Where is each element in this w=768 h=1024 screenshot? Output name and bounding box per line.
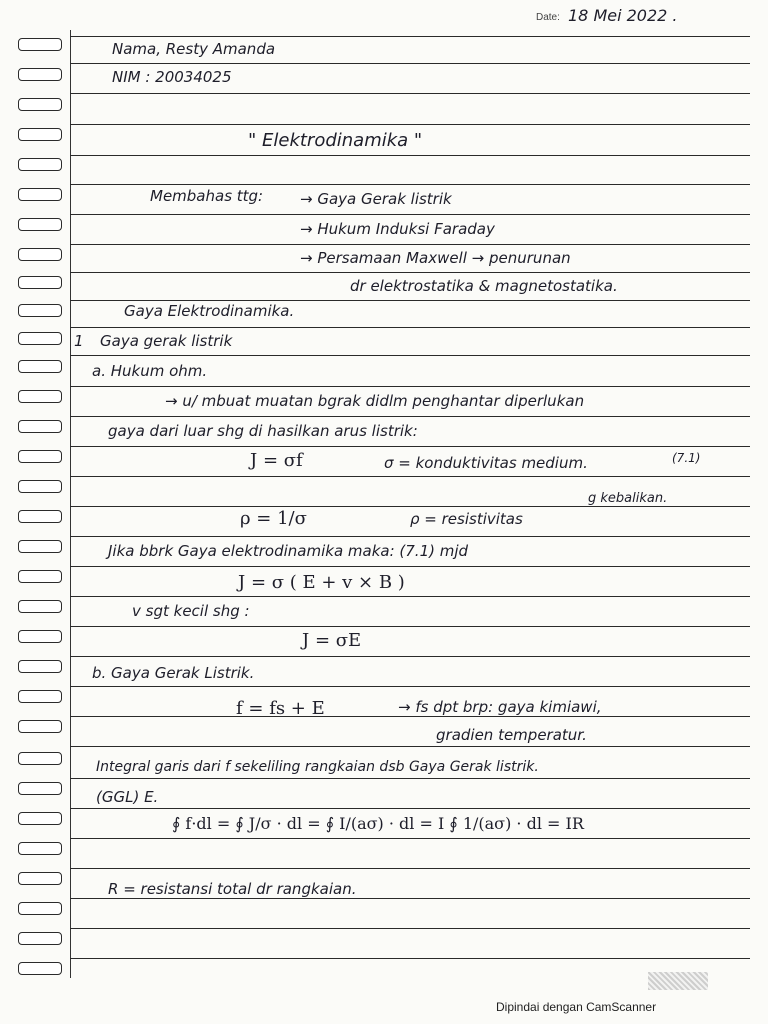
- note-line: v sgt kecil shg :: [132, 602, 250, 620]
- binder-ring: [18, 38, 62, 51]
- equation-description: ρ = resistivitas: [410, 510, 523, 528]
- binder-ring: [18, 304, 62, 317]
- ruled-line: [70, 626, 750, 627]
- binder-ring: [18, 128, 62, 141]
- ruled-line: [70, 656, 750, 657]
- ruled-line: [70, 386, 750, 387]
- equation-description: σ = konduktivitas medium.: [384, 454, 588, 472]
- ruled-line: [70, 272, 750, 273]
- ruled-line: [70, 446, 750, 447]
- binder-ring: [18, 872, 62, 885]
- note-line: gaya dari luar shg di hasilkan arus listrik:: [108, 422, 418, 440]
- ruled-line: [70, 36, 750, 37]
- binder-ring: [18, 842, 62, 855]
- ruled-line: [70, 566, 750, 567]
- student-nim: NIM : 20034025: [112, 68, 232, 86]
- ruled-line: [70, 506, 750, 507]
- ruled-line: [70, 214, 750, 215]
- binder-ring: [18, 570, 62, 583]
- binder-ring: [18, 420, 62, 433]
- margin-line: [70, 30, 71, 978]
- binder-ring: [18, 660, 62, 673]
- binder-ring: [18, 690, 62, 703]
- student-name: Nama, Resty Amanda: [112, 40, 276, 58]
- binder-ring: [18, 390, 62, 403]
- binder-ring: [18, 630, 62, 643]
- binder-ring: [18, 218, 62, 231]
- ruled-line: [70, 184, 750, 185]
- ruled-line: [70, 63, 750, 64]
- binder-ring: [18, 360, 62, 373]
- binder-ring: [18, 540, 62, 553]
- ruled-line: [70, 124, 750, 125]
- binder-ring: [18, 812, 62, 825]
- binder-ring: [18, 752, 62, 765]
- ruled-line: [70, 355, 750, 356]
- ruled-line: [70, 686, 750, 687]
- ruled-line: [70, 716, 750, 717]
- binder-ring: [18, 276, 62, 289]
- scanner-watermark: Dipindai dengan CamScanner: [496, 1000, 657, 1014]
- date-label: Date:: [536, 12, 560, 23]
- ruled-line: [70, 155, 750, 156]
- note-line: Integral garis dari f sekeliling rangkaian dsb Gaya Gerak listrik.: [96, 759, 539, 775]
- note-line: R = resistansi total dr rangkaian.: [108, 880, 357, 898]
- binder-ring: [18, 510, 62, 523]
- ruled-line: [70, 808, 750, 809]
- ruled-line: [70, 416, 750, 417]
- section-title: Gaya Elektrodinamika.: [124, 302, 295, 320]
- binder-ring: [18, 68, 62, 81]
- ruled-line: [70, 327, 750, 328]
- equation: J = σE: [302, 630, 362, 651]
- subsection-b: b. Gaya Gerak Listrik.: [92, 664, 255, 682]
- ruled-line: [70, 536, 750, 537]
- ruled-line: [70, 300, 750, 301]
- ruled-line: [70, 746, 750, 747]
- ruled-line: [70, 958, 750, 959]
- binder-ring: [18, 932, 62, 945]
- note-line: (GGL) E.: [96, 788, 159, 806]
- topic-item: dr elektrostatika & magnetostatika.: [350, 277, 618, 295]
- binder-ring: [18, 188, 62, 201]
- note-line: Jika bbrk Gaya elektrodinamika maka: (7.1) mjd: [108, 542, 469, 560]
- ruled-line: [70, 838, 750, 839]
- date-value: 18 Mei 2022 .: [568, 6, 678, 25]
- binder-ring: [18, 450, 62, 463]
- binder-ring: [18, 782, 62, 795]
- equation-description: → fs dpt brp: gaya kimiawi,: [398, 698, 602, 716]
- ruled-line: [70, 244, 750, 245]
- ruled-line: [70, 93, 750, 94]
- ruled-line: [70, 898, 750, 899]
- topic-item: → Gaya Gerak listrik: [300, 190, 452, 208]
- equation: J = σ ( E + v × B ): [238, 572, 405, 593]
- equation-description: gradien temperatur.: [436, 726, 587, 744]
- topics-intro: Membahas ttg:: [150, 187, 264, 205]
- binder-ring: [18, 480, 62, 493]
- scanner-stamp: [648, 972, 708, 990]
- topic-item: → Persamaan Maxwell → penurunan: [300, 249, 571, 267]
- ruled-line: [70, 596, 750, 597]
- equation: ∮ f·dl = ∮ J/σ · dl = ∮ I/(aσ) · dl = I ∮ 1/(aσ) · dl = IR: [172, 814, 584, 833]
- binder-ring: [18, 98, 62, 111]
- topic-item: → Hukum Induksi Faraday: [300, 220, 495, 238]
- item-title: Gaya gerak listrik: [100, 332, 233, 350]
- binder-ring: [18, 720, 62, 733]
- page-title: " Elektrodinamika ": [248, 130, 423, 151]
- note-line: → u/ mbuat muatan bgrak didlm penghantar diperlukan: [165, 392, 585, 410]
- binder-ring: [18, 600, 62, 613]
- equation: ρ = 1/σ: [240, 508, 307, 529]
- binder-ring: [18, 902, 62, 915]
- binder-ring: [18, 332, 62, 345]
- ruled-line: [70, 928, 750, 929]
- equation-tag: (7.1): [672, 451, 701, 465]
- ruled-line: [70, 868, 750, 869]
- equation: f = fs + E: [236, 698, 325, 719]
- ruled-line: [70, 476, 750, 477]
- ruled-line: [70, 778, 750, 779]
- binder-ring: [18, 158, 62, 171]
- equation: J = σf: [250, 450, 303, 471]
- binder-ring: [18, 248, 62, 261]
- subsection-a: a. Hukum ohm.: [92, 362, 208, 380]
- item-number: 1: [74, 332, 84, 350]
- note-aside: g kebalikan.: [588, 491, 668, 506]
- binder-ring: [18, 962, 62, 975]
